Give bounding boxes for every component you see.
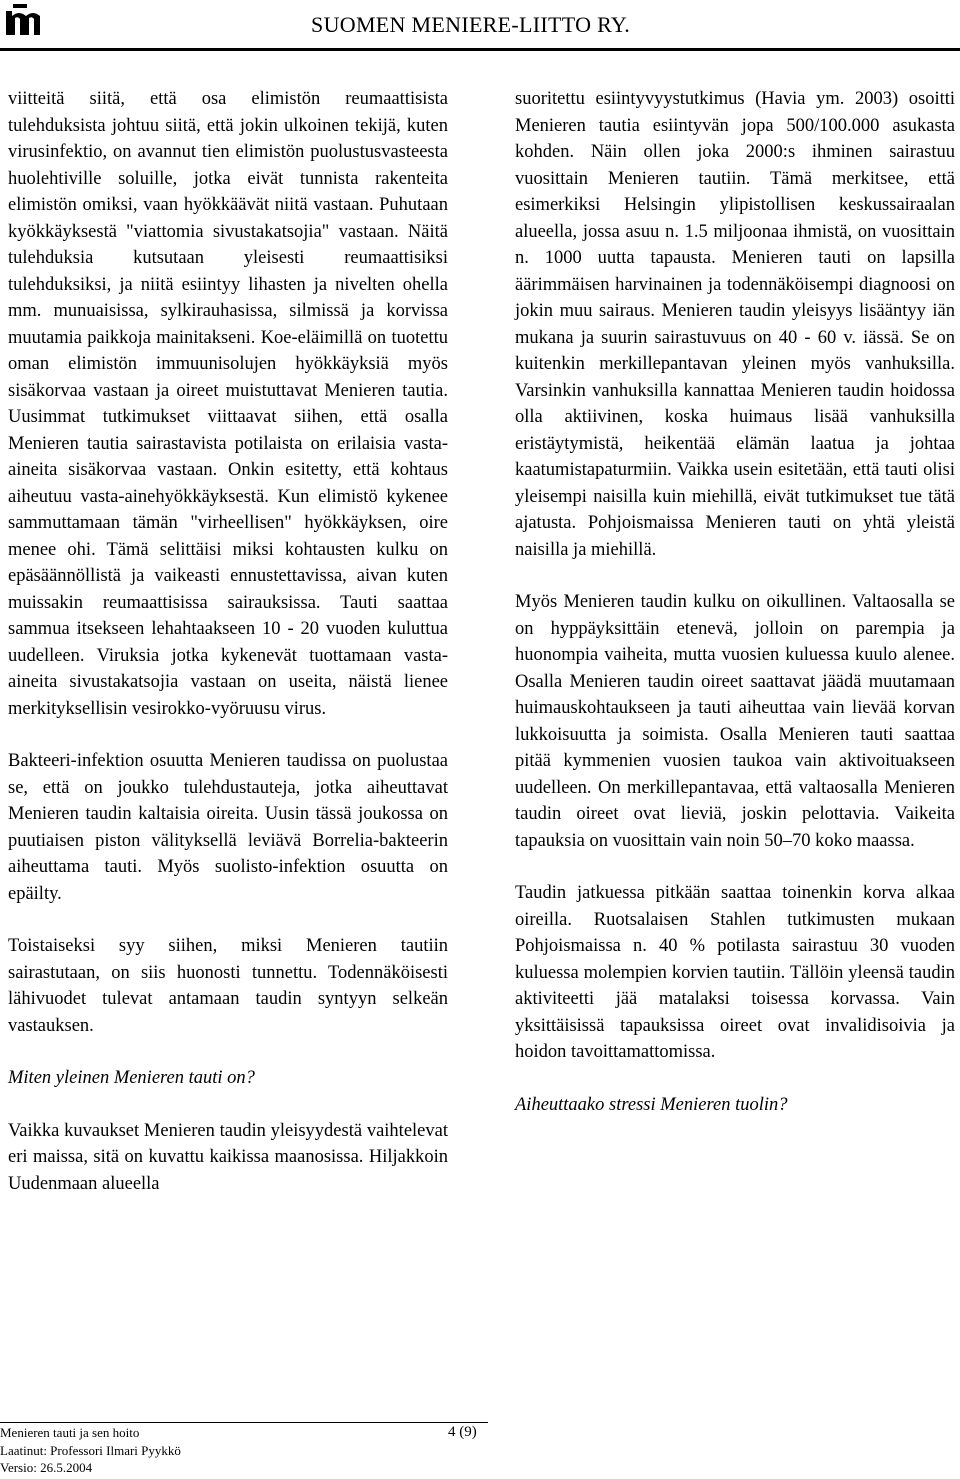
section-heading: Miten yleinen Menieren tauti on? (8, 1068, 255, 1088)
body-paragraph: suoritettu esiintyvyystutkimus (Havia ym. 2003) osoitti Menieren tautia esiintyvän jopa 500/100.000 asukasta kohden. Näin ollen joka 2000:s ihminen sairastuu vuosittain Menieren tautiin. Tämä merkitsee, että esimerkiksi Helsingin ylipistollisen keskussairaalan alueella, jossa asuu n. 1.5 miljoonaa ihmistä, on vuosittain n. 1000 uutta tapausta. Menieren tauti on lapsilla äärimmäisen harvinainen ja todennäköisempi diagnoosi on jokin muu sairaus. Menieren taudin yleisyys lisääntyy iän mukana ja suurin sairastuvuus on 40 - 60 v. iässä. Se on kuitenkin merkillepantavan yleinen myös vanhuksilla. Varsinkin vanhuksilla kannattaa Menieren taudin hoidossa olla aktiivinen, koska huimaus lisää vanhuksilla eristäytymistä, heikentää elämän laatua ja johtaa kaatumistapaturmiin. Vaikka usein esitetään, että tauti olisi yleisempi naisilla kuin miehillä, eivät tutkimukset tue tätä ajatusta. Pohjoismaissa Menieren tauti on yhtä yleistä naisilla ja miehillä. (515, 89, 955, 560)
version-line: Versio: 26.5.2004 (0, 1460, 93, 1475)
body-paragraph: Bakteeri-infektion osuutta Menieren taudissa on puolustaa se, että on joukko tulehdustauteja, jotka aiheuttavat Menieren taudin kaltaisia oireita. Uusin tässä joukossa on puutiaisen piston välityksellä leviävä Borrelia-bakteerin aiheuttama tauti. Myös suolisto-infektion osuutta on epäilty. (8, 751, 448, 904)
left-column (8, 86, 448, 1223)
header-divider (0, 48, 960, 51)
footer-block (0, 1424, 181, 1477)
body-paragraph: viitteitä siitä, että osa elimistön reumaattisista tulehduksista johtuu siitä, että jokin ulkoinen tekijä, kuten virusinfektio, on avannut tien elimistön puolustusvasteesta huolehtiville soluille, jotka eivät tunnista rakenteita elimistön omiksi, vaan hyökkäävät niitä vastaan. Puhutaan kyökkäyksestä "viattomia sivustakatsojia" vastaan. Näitä tulehduksia kutsutaan yleisesti reumaattisiksi tulehduksiksi, ja niitä esiintyy lihasten ja nivelten ohella mm. munuaisissa, sylkirauhasissa, silmissä ja korvissa muutamia paikkoja mainitakseni. Koe-eläimillä on tuotettu oman elimistön immuunisolujen hyökkäyksiä myös sisäkorvaa vastaan ja oireet muistuttavat Menieren tautia. Uusimmat tutkimukset viittaavat siihen, että osalla Menieren tautia sairastavista potilaista on erilaisia vasta-aineita sisäkorvaa vastaan. Onkin esitetty, että kohtaus aiheutuu vasta-ainehyökkäyksestä. Kun elimistö kykenee sammuttamaan tämän "virheellisen" hyökkäyksen, oire menee ohi. Tämä selittäisi miksi kohtausten kulku on epäsäännöllistä ja vaikeasti ennustettavissa, aivan kuten muissakin reumaattisissa sairauksissa. Tauti saattaa sammua itsekseen lehahtaakseen 10 - 20 vuoden kuluttua uudelleen. Viruksia jotka kykenevät tuottamaan vasta-aineita sivustakatsojia vastaan on useita, näistä lienee merkityksellisin vesirokko-vyöruusu virus. (8, 89, 448, 719)
body-paragraph: Taudin jatkuessa pitkään saattaa toinenkin korva alkaa oireilla. Ruotsalaisen Stahlen tutkimusten mukaan Pohjoismaissa n. 40 % potilasta sairastuu 30 vuoden kuluessa molempien korvien tautiin. Tällöin yleensä taudin aktiviteetti jää matalaksi toisessa korvassa. Vain yksittäisissä tapauksissa oireet ovat invalidisoivia ja hoidon tavoittamattomissa. (515, 883, 955, 1062)
right-column (515, 86, 955, 1144)
body-paragraph: Myös Menieren taudin kulku on oikullinen. Valtaosalla se on hyppäyksittäin etenevä, jolloin on parempia ja huonompia vaiheita, mutta vuosien kuluessa kuulo alenee. Osalla Menieren taudin oireet saattavat jäädä muutamaan huimauskohtaukseen ja tauti aiheuttaa vain lievää korvan lukkoisuutta ja soimista. Osalla Menieren tauti saattaa pitää kymmenien vuosien taukoa vain aktivoituakseen uudelleen. On merkillepantavaa, että valtaosalla Menieren taudin oireet ovat lieviä, joskin pelottavia. Vaikeita tapauksia on vuosittain vain noin 50–70 koko maassa. (515, 592, 955, 851)
section-heading: Aiheuttaako stressi Menieren tuolin? (515, 1094, 788, 1115)
body-paragraph: Vaikka kuvaukset Menieren taudin yleisyydestä vaihtelevat eri maissa, sitä on kuvattu kaikissa maanosissa. Hiljakkoin Uudenmaan alueella (8, 1120, 448, 1194)
author-line: Laatinut: Professori Ilmari Pyykkö (0, 1442, 181, 1458)
association-logo (4, 2, 44, 38)
organization-name: SUOMEN MENIERE-LIITTO RY. (311, 12, 630, 37)
footer-divider (0, 1422, 488, 1423)
page-number: 4 (9) (448, 1424, 477, 1440)
document-title: Menieren tauti ja sen hoito (0, 1425, 140, 1440)
body-paragraph: Toistaiseksi syy siihen, miksi Menieren tautiin sairastutaan, on siis huonosti tunnettu. Todennäköisesti lähivuodet tulevat antamaan taudin syntyyn selkeän vastauksen. (8, 936, 448, 1036)
